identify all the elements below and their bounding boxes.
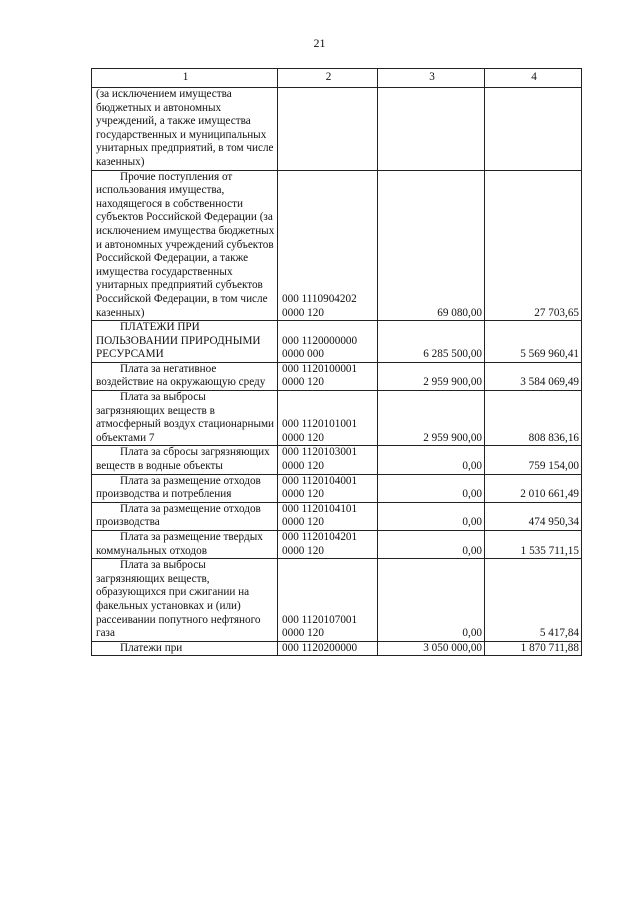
table-row [92, 502, 582, 530]
row-plan-amount-cell: 3 050 000,00 [378, 641, 485, 656]
table-row [92, 641, 582, 656]
row-name-cell: Плата за размещение твердых коммунальных отходов [92, 531, 278, 559]
table-row [92, 391, 582, 446]
row-code-cell: 000 1120200000 [278, 641, 378, 656]
table-row [92, 170, 582, 321]
row-code-cell [278, 88, 378, 171]
row-plan-amount-cell: 0,00 [378, 446, 485, 474]
table-row [92, 474, 582, 502]
table-row [92, 88, 582, 171]
row-code-cell: 000 1120107001 0000 120 [278, 559, 378, 642]
row-code-cell: 000 1120101001 0000 120 [278, 391, 378, 446]
row-plan-amount-cell: 6 285 500,00 [378, 321, 485, 363]
column-header-3: 3 [378, 69, 485, 88]
table-body [92, 88, 582, 656]
row-name-cell: Плата за сбросы загрязняющих веществ в водные объекты [92, 446, 278, 474]
row-name-cell: Плата за размещение отходов производства [92, 502, 278, 530]
table-row [92, 362, 582, 390]
table-row [92, 446, 582, 474]
row-name-cell: Плата за размещение отходов производства и потребления [92, 474, 278, 502]
row-plan-amount-cell: 0,00 [378, 502, 485, 530]
row-actual-amount-cell: 5 569 960,41 [485, 321, 582, 363]
row-name-cell: Плата за негативное воздействие на окружающую среду [92, 362, 278, 390]
row-actual-amount-cell: 27 703,65 [485, 170, 582, 321]
row-plan-amount-cell: 2 959 900,00 [378, 391, 485, 446]
row-actual-amount-cell: 474 950,34 [485, 502, 582, 530]
header-row [92, 69, 582, 88]
row-name-cell: Платежи при [92, 641, 278, 656]
row-actual-amount-cell: 1 535 711,15 [485, 531, 582, 559]
row-plan-amount-cell: 0,00 [378, 474, 485, 502]
table-row [92, 321, 582, 363]
row-actual-amount-cell: 759 154,00 [485, 446, 582, 474]
row-code-cell: 000 1110904202 0000 120 [278, 170, 378, 321]
row-actual-amount-cell: 1 870 711,88 [485, 641, 582, 656]
row-plan-amount-cell [378, 88, 485, 171]
row-plan-amount-cell: 0,00 [378, 559, 485, 642]
row-name-cell: Плата за выбросы загрязняющих веществ в атмосферный воздух стационарными объектами 7 [92, 391, 278, 446]
row-plan-amount-cell: 69 080,00 [378, 170, 485, 321]
column-header-1: 1 [92, 69, 278, 88]
row-name-cell: (за исключением имущества бюджетных и автономных учреждений, а также имущества государственных и муниципальных унитарных предприятий, в том числе казенных) [92, 88, 278, 171]
table-row [92, 559, 582, 642]
row-plan-amount-cell: 0,00 [378, 531, 485, 559]
row-actual-amount-cell: 5 417,84 [485, 559, 582, 642]
row-actual-amount-cell: 2 010 661,49 [485, 474, 582, 502]
row-actual-amount-cell [485, 88, 582, 171]
row-name-cell: Прочие поступления от использования имущества, находящегося в собственности субъектов Российской Федерации (за исключением имущества бюджетных и автономных учреждений субъектов Российской Федерации, а также имущества государственных унитарных предприятий субъектов Российской Федерации, в том числе казенных) [92, 170, 278, 321]
row-code-cell: 000 1120104101 0000 120 [278, 502, 378, 530]
row-code-cell: 000 1120100001 0000 120 [278, 362, 378, 390]
row-code-cell: 000 1120103001 0000 120 [278, 446, 378, 474]
page-number: 21 [313, 36, 326, 50]
row-code-cell: 000 1120104201 0000 120 [278, 531, 378, 559]
row-plan-amount-cell: 2 959 900,00 [378, 362, 485, 390]
row-code-cell: 000 1120104001 0000 120 [278, 474, 378, 502]
row-actual-amount-cell: 808 836,16 [485, 391, 582, 446]
table-row [92, 531, 582, 559]
row-name-cell: Плата за выбросы загрязняющих веществ, образующихся при сжигании на факельных установках и (или) рассеивании попутного нефтяного газа [92, 559, 278, 642]
column-header-2: 2 [278, 69, 378, 88]
budget-table [91, 68, 582, 656]
row-actual-amount-cell: 3 584 069,49 [485, 362, 582, 390]
row-name-cell: ПЛАТЕЖИ ПРИ ПОЛЬЗОВАНИИ ПРИРОДНЫМИ РЕСУРСАМИ [92, 321, 278, 363]
column-header-4: 4 [485, 69, 582, 88]
row-code-cell: 000 1120000000 0000 000 [278, 321, 378, 363]
